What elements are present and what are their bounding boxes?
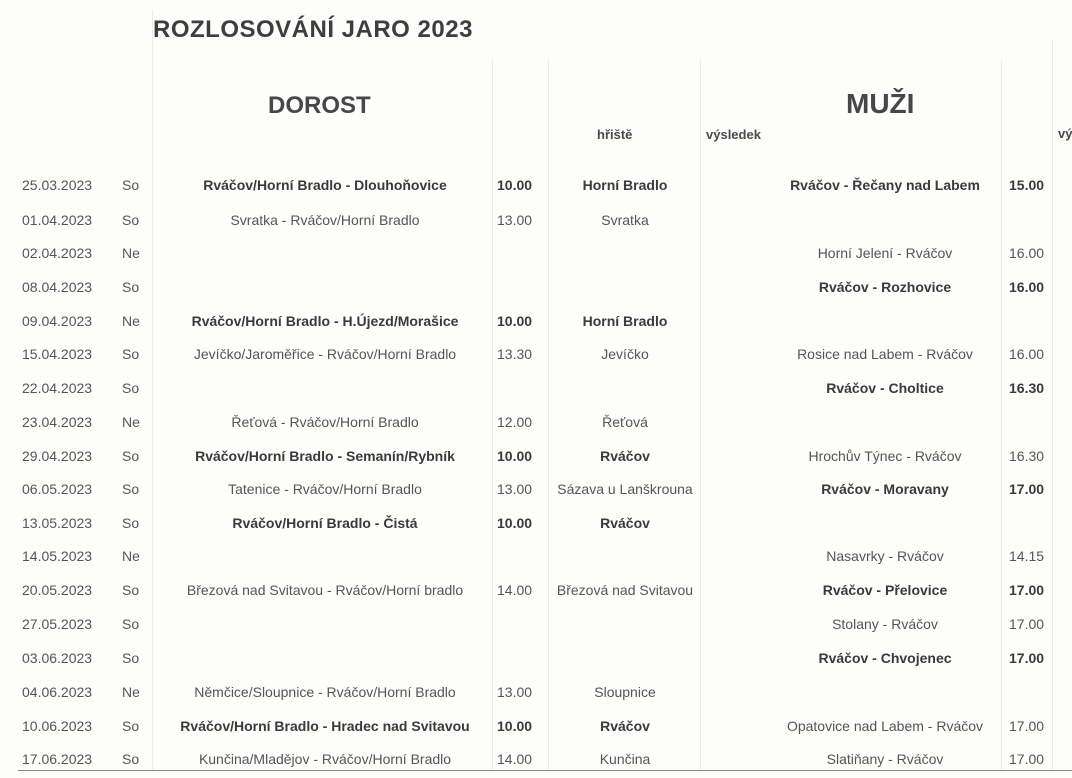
table-row (0, 682, 1072, 702)
muzi-time: 16.00 (1009, 346, 1045, 362)
dorost-time: 14.00 (497, 751, 533, 767)
table-row (0, 378, 1072, 398)
muzi-time: 17.00 (1009, 616, 1045, 632)
table-row (0, 210, 1072, 230)
muzi-match: Rosice nad Labem - Rváčov (797, 346, 973, 362)
dorost-venue: Jevíčko (601, 346, 649, 362)
match-day: Ne (122, 414, 140, 430)
match-day: Ne (122, 684, 140, 700)
match-date: 17.06.2023 (22, 751, 93, 767)
dorost-time: 13.00 (497, 212, 533, 228)
muzi-time: 17.00 (1009, 582, 1045, 598)
muzi-time: 15.00 (1009, 177, 1045, 193)
muzi-time: 17.00 (1009, 718, 1045, 734)
match-day: Ne (122, 313, 140, 329)
section-heading-muzi: MUŽI (846, 88, 915, 119)
dorost-match: Tatenice - Rváčov/Horní Bradlo (228, 481, 422, 497)
match-day: So (122, 279, 140, 295)
table-row (0, 446, 1072, 466)
table-row (0, 546, 1072, 566)
table-row (0, 175, 1072, 195)
table-row (0, 311, 1072, 331)
match-day: So (122, 212, 140, 228)
muzi-time: 16.00 (1009, 279, 1045, 295)
dorost-match: Němčice/Sloupnice - Rváčov/Horní Bradlo (194, 684, 456, 700)
dorost-match: Jevíčko/Jaroměřice - Rváčov/Horní Bradlo (193, 346, 457, 362)
match-date: 14.05.2023 (22, 548, 93, 564)
dorost-time: 13.30 (497, 346, 533, 362)
dorost-match: Rváčov/Horní Bradlo - Dlouhoňovice (203, 177, 447, 193)
match-date: 23.04.2023 (22, 414, 93, 430)
dorost-time: 13.00 (497, 684, 533, 700)
dorost-match: Březová nad Svitavou - Rváčov/Horní bradlo (186, 582, 464, 598)
match-date: 04.06.2023 (22, 684, 93, 700)
table-row (0, 614, 1072, 634)
match-day: So (122, 515, 140, 531)
match-day: So (122, 751, 140, 767)
muzi-match: Hrochův Týnec - Rváčov (808, 448, 962, 464)
match-date: 10.06.2023 (22, 718, 93, 734)
dorost-venue: Rváčov (600, 515, 650, 531)
column-header-vysledek: výsledek (706, 127, 761, 142)
match-date: 01.04.2023 (22, 212, 93, 228)
dorost-venue: Rváčov (600, 718, 650, 734)
muzi-match: Rváčov - Choltice (826, 380, 944, 396)
muzi-match: Rváčov - Chvojenec (818, 650, 952, 666)
table-row (0, 344, 1072, 364)
dorost-venue: Březová nad Svitavou (556, 582, 694, 598)
dorost-match: Rváčov/Horní Bradlo - Hradec nad Svitavou (180, 718, 470, 734)
dorost-venue: Horní Bradlo (582, 313, 668, 329)
dorost-time: 10.00 (497, 313, 533, 329)
match-date: 29.04.2023 (22, 448, 93, 464)
muzi-match: Rváčov - Moravany (821, 481, 949, 497)
table-row (0, 412, 1072, 432)
dorost-time: 10.00 (497, 718, 533, 734)
dorost-match: Rváčov/Horní Bradlo - Čistá (232, 515, 418, 531)
table-row (0, 716, 1072, 736)
dorost-time: 12.00 (497, 414, 533, 430)
muzi-time: 17.00 (1009, 481, 1045, 497)
dorost-time: 10.00 (497, 448, 533, 464)
match-day: So (122, 481, 140, 497)
dorost-venue: Sloupnice (594, 684, 656, 700)
muzi-match: Rváčov - Přelovice (822, 582, 948, 598)
table-bottom-rule (18, 770, 1072, 771)
muzi-match: Opatovice nad Labem - Rváčov (786, 718, 984, 734)
match-date: 02.04.2023 (22, 245, 93, 261)
dorost-match: Řeťová - Rváčov/Horní Bradlo (231, 414, 419, 430)
table-row (0, 580, 1072, 600)
match-day: Ne (122, 245, 140, 261)
match-day: Ne (122, 548, 140, 564)
muzi-match: Rváčov - Rozhovice (818, 279, 952, 295)
match-day: So (122, 650, 140, 666)
dorost-venue: Horní Bradlo (582, 177, 668, 193)
match-day: So (122, 582, 140, 598)
muzi-time: 14.15 (1009, 548, 1045, 564)
dorost-match: Rváčov/Horní Bradlo - Semanín/Rybník (195, 448, 455, 464)
match-date: 25.03.2023 (22, 177, 93, 193)
page-title: ROZLOSOVÁNÍ JARO 2023 (153, 16, 473, 43)
match-date: 20.05.2023 (22, 582, 93, 598)
muzi-time: 16.30 (1009, 448, 1045, 464)
muzi-match: Stolany - Rváčov (832, 616, 938, 632)
match-date: 08.04.2023 (22, 279, 93, 295)
match-date: 27.05.2023 (22, 616, 93, 632)
match-day: So (122, 177, 140, 193)
match-date: 09.04.2023 (22, 313, 93, 329)
dorost-match: Svratka - Rváčov/Horní Bradlo (230, 212, 420, 228)
column-header-hriste: hřiště (597, 127, 633, 142)
dorost-venue: Rváčov (600, 448, 650, 464)
dorost-match: Rváčov/Horní Bradlo - H.Újezd/Morašice (191, 313, 459, 329)
muzi-match: Rváčov - Řečany nad Labem (790, 177, 980, 193)
muzi-match: Nasavrky - Rváčov (826, 548, 944, 564)
dorost-venue: Kunčina (599, 751, 651, 767)
match-date: 03.06.2023 (22, 650, 93, 666)
muzi-match: Horní Jelení - Rváčov (817, 245, 953, 261)
table-row (0, 513, 1072, 533)
match-day: So (122, 380, 140, 396)
dorost-venue: Svratka (601, 212, 649, 228)
dorost-venue: Sázava u Lanškrouna (557, 481, 693, 497)
dorost-time: 14.00 (497, 582, 533, 598)
match-date: 22.04.2023 (22, 380, 93, 396)
table-row (0, 749, 1072, 769)
match-day: So (122, 616, 140, 632)
column-header-vysledek-muzi: vý (1058, 126, 1072, 141)
dorost-time: 10.00 (497, 177, 533, 193)
table-row (0, 277, 1072, 297)
muzi-time: 17.00 (1009, 751, 1045, 767)
dorost-time: 10.00 (497, 515, 533, 531)
match-date: 06.05.2023 (22, 481, 93, 497)
muzi-time: 16.30 (1009, 380, 1045, 396)
match-day: So (122, 448, 140, 464)
table-row (0, 479, 1072, 499)
section-heading-dorost: DOROST (268, 92, 371, 119)
muzi-match: Slatiňany - Rváčov (826, 751, 944, 767)
match-date: 13.05.2023 (22, 515, 93, 531)
dorost-match: Kunčina/Mladějov - Rváčov/Horní Bradlo (198, 751, 452, 767)
table-row (0, 243, 1072, 263)
match-day: So (122, 346, 140, 362)
match-date: 15.04.2023 (22, 346, 93, 362)
table-row (0, 648, 1072, 668)
muzi-time: 17.00 (1009, 650, 1045, 666)
match-day: So (122, 718, 140, 734)
muzi-time: 16.00 (1009, 245, 1045, 261)
dorost-time: 13.00 (497, 481, 533, 497)
dorost-venue: Řeťová (602, 414, 648, 430)
